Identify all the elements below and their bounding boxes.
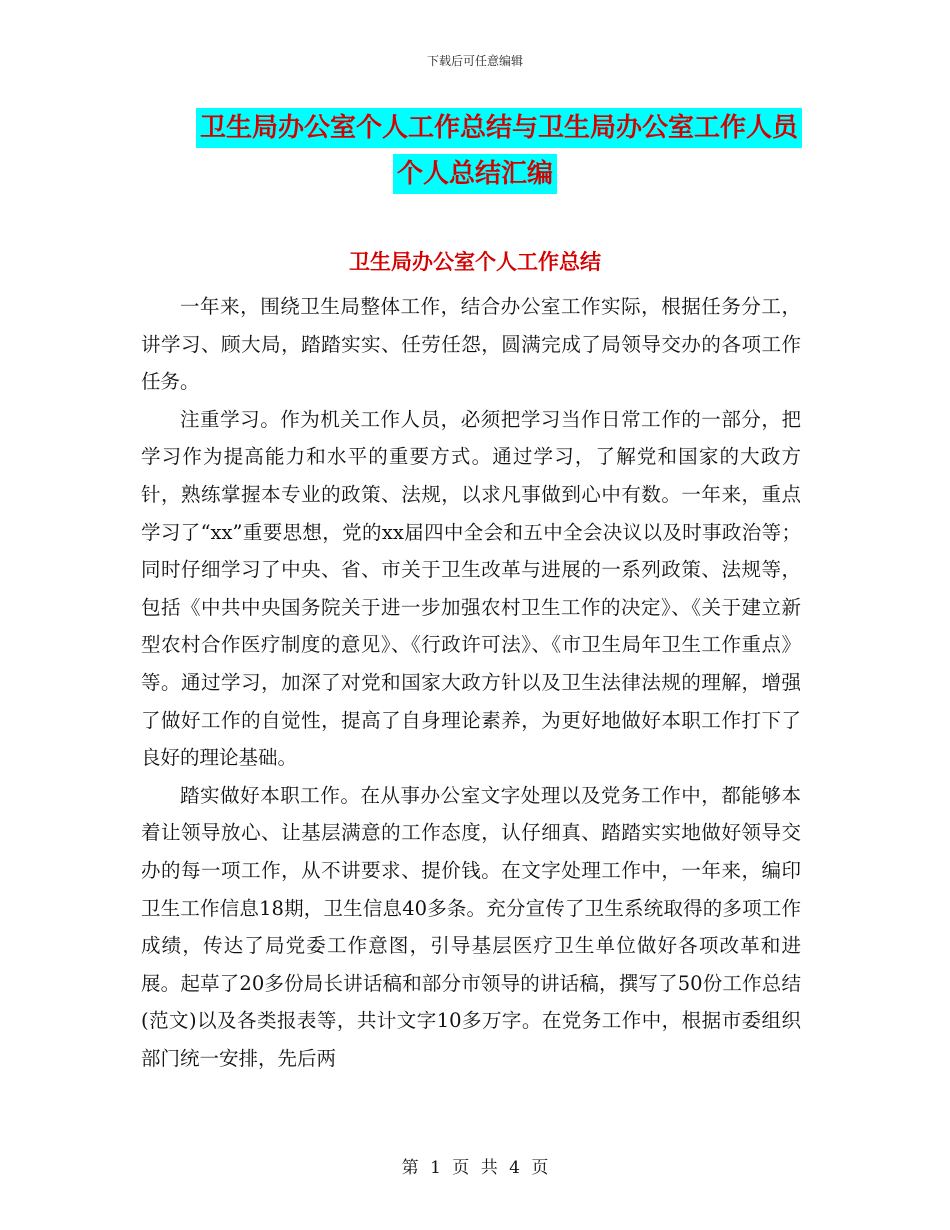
- paragraph: 一年来，围绕卫生局整体工作，结合办公室工作实际，根据任务分工，讲学习、顾大局，踏踏实实、任劳任怨，圆满完成了局领导交办的各项工作任务。: [141, 295, 801, 394]
- section-title: 卫生局办公室个人工作总结: [349, 250, 601, 274]
- paragraph: 注重学习。作为机关工作人员，必须把学习当作日常工作的一部分，把学习作为提高能力和水平的重要方式。通过学习，了解党和国家的大政方针，熟练掌握本专业的政策、法规，以求凡事做到心中有数。一年来，重点学习了“xx”重要思想，党的xx届四中全会和五中全会决议以及时事政治等；同时仔细学习了中央、省、市关于卫生改革与进展的一系列政策、法规等，包括《中共中央国务院关于进一步加强农村卫生工作的决定》、《关于建立新型农村合作医疗制度的意见》、《行政许可法》、《市卫生局年卫生工作重点》等。通过学习，加深了对党和国家大政方针以及卫生法律法规的理解，增强了做好工作的自觉性，提高了自身理论素养，为更好地做好本职工作打下了良好的理论基础。: [141, 407, 801, 770]
- title-line-2: 个人总结汇编: [393, 154, 557, 194]
- body-text: [141, 288, 801, 1077]
- header-note: 下载后可任意编辑: [426, 54, 523, 68]
- title-line-1: 卫生局办公室个人工作总结与卫生局办公室工作人员: [196, 108, 802, 148]
- paragraph: 踏实做好本职工作。在从事办公室文字处理以及党务工作中，都能够本着让领导放心、让基层满意的工作态度，认仔细真、踏踏实实地做好领导交办的每一项工作，从不讲要求、提价钱。在文字处理工作中，一年来，编印卫生工作信息18期，卫生信息40多条。充分宣传了卫生系统取得的多项工作成绩，传达了局党委工作意图，引导基层医疗卫生单位做好各项改革和进展。起草了20多份局长讲话稿和部分市领导的讲话稿，撰写了50份工作总结(范文)以及各类报表等，共计文字10多万字。在党务工作中，根据市委组织部门统一安排，先后两: [141, 783, 801, 1070]
- page-footer: 第 1 页 共 4 页: [401, 1158, 549, 1178]
- document-title: [0, 108, 950, 194]
